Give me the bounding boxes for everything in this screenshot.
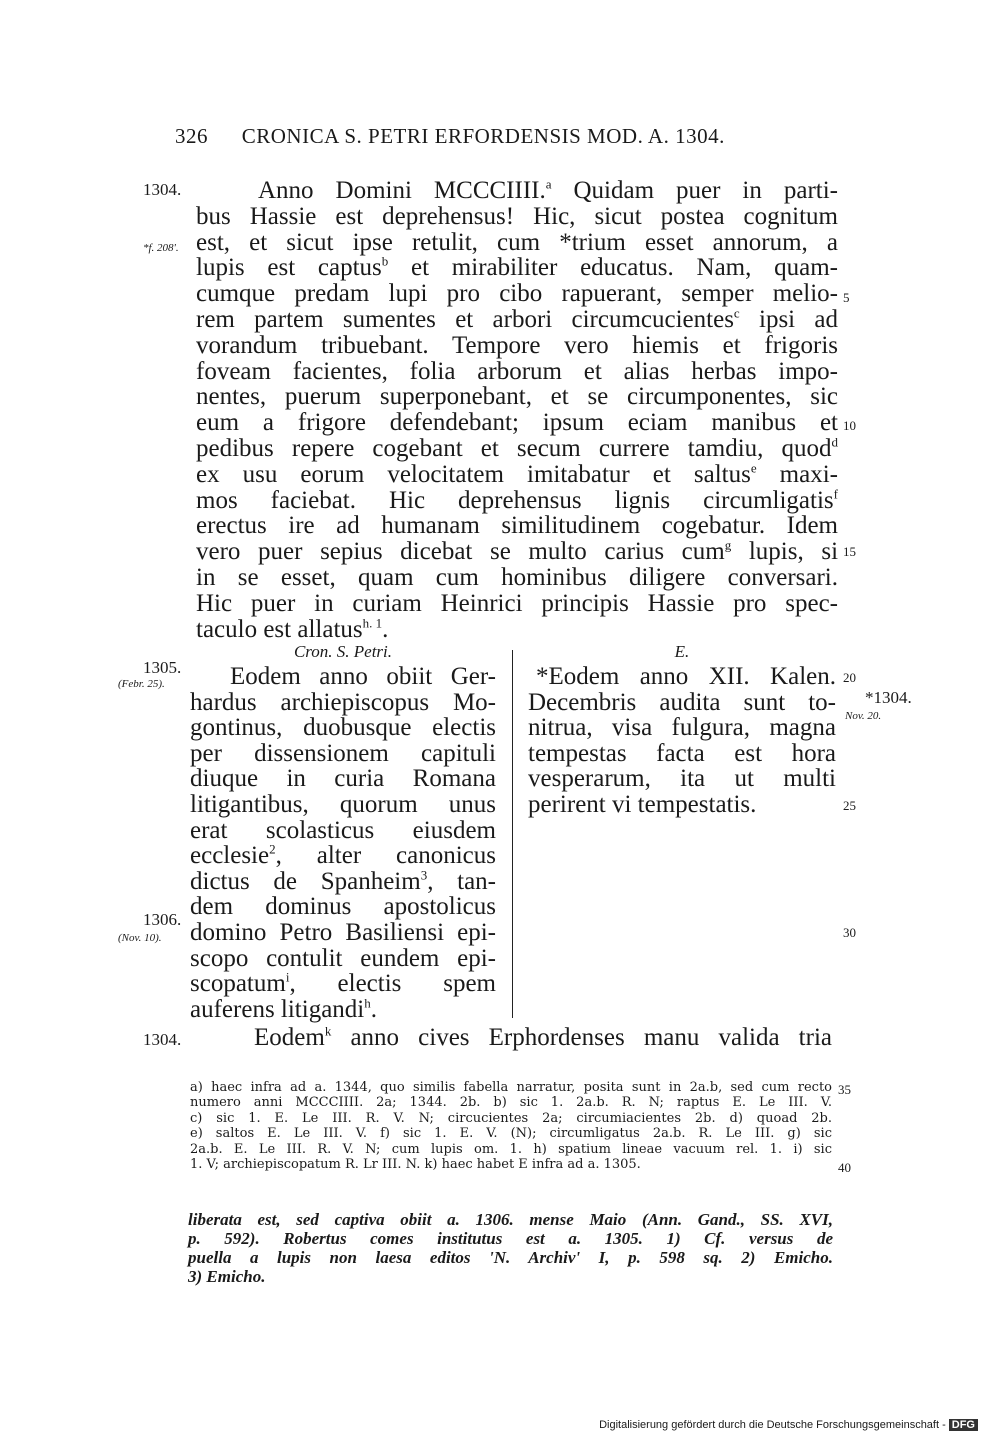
- left-column: [190, 640, 496, 1022]
- line-number: 10: [843, 418, 856, 433]
- column-divider: [512, 650, 513, 1018]
- right-line: tempestas facta est hora: [528, 739, 836, 767]
- line-number: 15: [843, 544, 856, 559]
- right-line: Decembris audita sunt to-: [528, 688, 836, 716]
- running-title: CRONICA S. PETRI ERFORDENSIS MOD. A. 1304.: [241, 124, 725, 148]
- line-number: 30: [843, 925, 856, 940]
- footnote-line: numero anni MCCCIIII. 2a; 1344. 2b. b) sic 1. 2a.b. R. N; raptus E. Le III. V.: [190, 1095, 832, 1111]
- main-line: taculo est allatus$^{h. 1}$.: [196, 615, 389, 643]
- left-line: erat scolasticus eiusdem: [190, 816, 496, 844]
- footnotes-block: [190, 1080, 832, 1172]
- main-line: vero puer sepius dicebat se multo carius cum$^g$ lupis, si: [196, 537, 839, 566]
- main-text-block: [196, 178, 838, 642]
- digitization-credit: [599, 1419, 978, 1431]
- main-line: erectus ire ad humanam similitudinem cogebatur. Idem: [196, 512, 838, 540]
- left-line: per dissensionem capituli: [190, 739, 496, 767]
- lower-note-line: 3) Emicho.: [188, 1267, 266, 1286]
- right-line: nitrua, visa fulgura, magna: [528, 714, 836, 742]
- main-line: est, et sicut ipse retulit, cum *trium esset annorum, a: [196, 228, 838, 256]
- margin-date-febr: (Febr. 25).: [118, 678, 165, 690]
- margin-date-nov10: (Nov. 10).: [118, 932, 162, 944]
- left-line: hardus archiepiscopus Mo-: [190, 688, 496, 716]
- main-line: pedibus repere cogebant et secum currere tamdiu, quod$^d$: [196, 434, 838, 462]
- main-line: Hic puer in curiam Heinrici principis Hassie pro spec-: [196, 589, 838, 617]
- main-line: rem partem sumentes et arbori circumcucientes$^c$ ipsi ad: [196, 305, 839, 333]
- main-line: lupis est captus$^b$ et mirabiliter educatus. Nam, quam-: [196, 254, 838, 282]
- main-line: cumque predam lupi pro cibo rapuerant, semper melio-: [196, 280, 838, 308]
- left-line: scopo contulit eundem epi-: [190, 944, 496, 972]
- margin-year-1304: 1304.: [143, 180, 182, 199]
- credit-text: Digitalisierung gefördert durch die Deutsche Forschungsgemeinschaft -: [599, 1419, 946, 1431]
- main-line: mos faciebat. Hic deprehensus lignis circumligatis$^f$: [196, 486, 838, 514]
- footnote-line: a) haec infra ad a. 1344, quo similis fabella narratur, posita sunt in 2a.b, sed cum recto: [190, 1080, 832, 1095]
- main-line: eum a frigore defendebant; ipsum eciam manibus et: [196, 409, 838, 437]
- left-line: scopatum$^i$, electis spem: [190, 969, 496, 998]
- line-number: 20: [843, 670, 856, 685]
- right-column: [528, 640, 836, 818]
- margin-date-nov20: Nov. 20.: [845, 710, 882, 722]
- left-line: domino Petro Basiliensi epi-: [190, 918, 496, 946]
- margin-year-1304-bottom: 1304.: [143, 1030, 182, 1049]
- lower-notes-block: [188, 1210, 833, 1286]
- left-line: dictus de Spanheim$^3$, tan-: [190, 867, 496, 895]
- line-number: 5: [843, 290, 850, 305]
- main-line: nentes, puerum superponebant, et se circumponentes, sic: [196, 383, 838, 411]
- main-line: bus Hassie est deprehensus! Hic, sicut postea cognitum: [196, 202, 838, 230]
- left-line: litigantibus, quorum unus: [190, 790, 496, 818]
- footnote-line: 2a.b. E. Le III. R. V. N; cum lupis om. 1. h) spatium lineae vacuum rel. 1. i) sic: [190, 1141, 832, 1157]
- line-number: 25: [843, 798, 856, 813]
- bottom-text-line: Eodem$^k$ anno cives Erphordenses manu valida tria: [254, 1023, 832, 1051]
- left-column-heading: Cron. S. Petri.: [293, 642, 393, 661]
- lower-note-line: puella a lupis non laesa editos 'N. Archiv' I, p. 598 sq. 2) Emicho.: [188, 1248, 833, 1267]
- margin-year-1305: 1305.: [143, 658, 182, 677]
- margin-folio: *f. 208'.: [143, 242, 179, 254]
- footnote-line: c) sic 1. E. Le III. R. V. N; circucientes 2a; circumiacientes 2b. d) quoad 2b.: [190, 1110, 832, 1126]
- line-number: 35: [838, 1082, 851, 1097]
- right-line: perirent vi tempestatis.: [528, 790, 757, 818]
- lower-note-line: p. 592). Robertus comes institutus est a. 1305. 1) Cf. versus de: [188, 1229, 833, 1248]
- right-column-heading: E.: [674, 642, 690, 661]
- left-line: ecclesie$^2$, alter canonicus: [190, 841, 496, 870]
- footnote-line: e) saltos E. Le III. V. f) sic 1. E. V. (N); circumligatus 2a.b. R. Le III. g) sic: [190, 1126, 832, 1142]
- line-number: 40: [838, 1160, 851, 1175]
- main-line: vorandum tribuebant. Tempore vero hiemis et frigoris: [196, 331, 838, 359]
- margin-year-star-1304: *1304.: [865, 688, 912, 707]
- lower-note-line: liberata est, sed captiva obiit a. 1306. mense Maio (Ann. Gand., SS. XVI,: [188, 1210, 833, 1229]
- right-line: vesperarum, ita ut multi: [528, 765, 836, 793]
- margin-year-1306: 1306.: [143, 910, 182, 929]
- running-header: [175, 124, 725, 149]
- left-line: auferens litigandi$^h$.: [190, 995, 377, 1023]
- main-line: in se esset, quam cum hominibus diligere conversari.: [196, 563, 838, 591]
- main-line: ex usu eorum velocitatem imitabatur et saltus$^e$ maxi-: [196, 460, 838, 488]
- right-line: *Eodem anno XII. Kalen.: [536, 663, 836, 690]
- page-number: 326: [175, 124, 208, 148]
- main-line: Anno Domini MCCCIIII.$^a$ Quidam puer in parti-: [258, 176, 838, 204]
- dfg-logo: DFG: [949, 1419, 978, 1431]
- left-line: Eodem anno obiit Ger-: [230, 663, 496, 690]
- footnote-line: 1. V; archiepiscopatum R. Lr III. N. k) haec habet E infra ad a. 1305.: [190, 1157, 641, 1173]
- main-line: foveam facientes, folia arborum et alias herbas impo-: [196, 357, 838, 385]
- left-line: gontinus, duobusque electis: [190, 714, 496, 742]
- left-line: dem dominus apostolicus: [190, 893, 496, 921]
- left-line: diuque in curia Romana: [190, 765, 496, 793]
